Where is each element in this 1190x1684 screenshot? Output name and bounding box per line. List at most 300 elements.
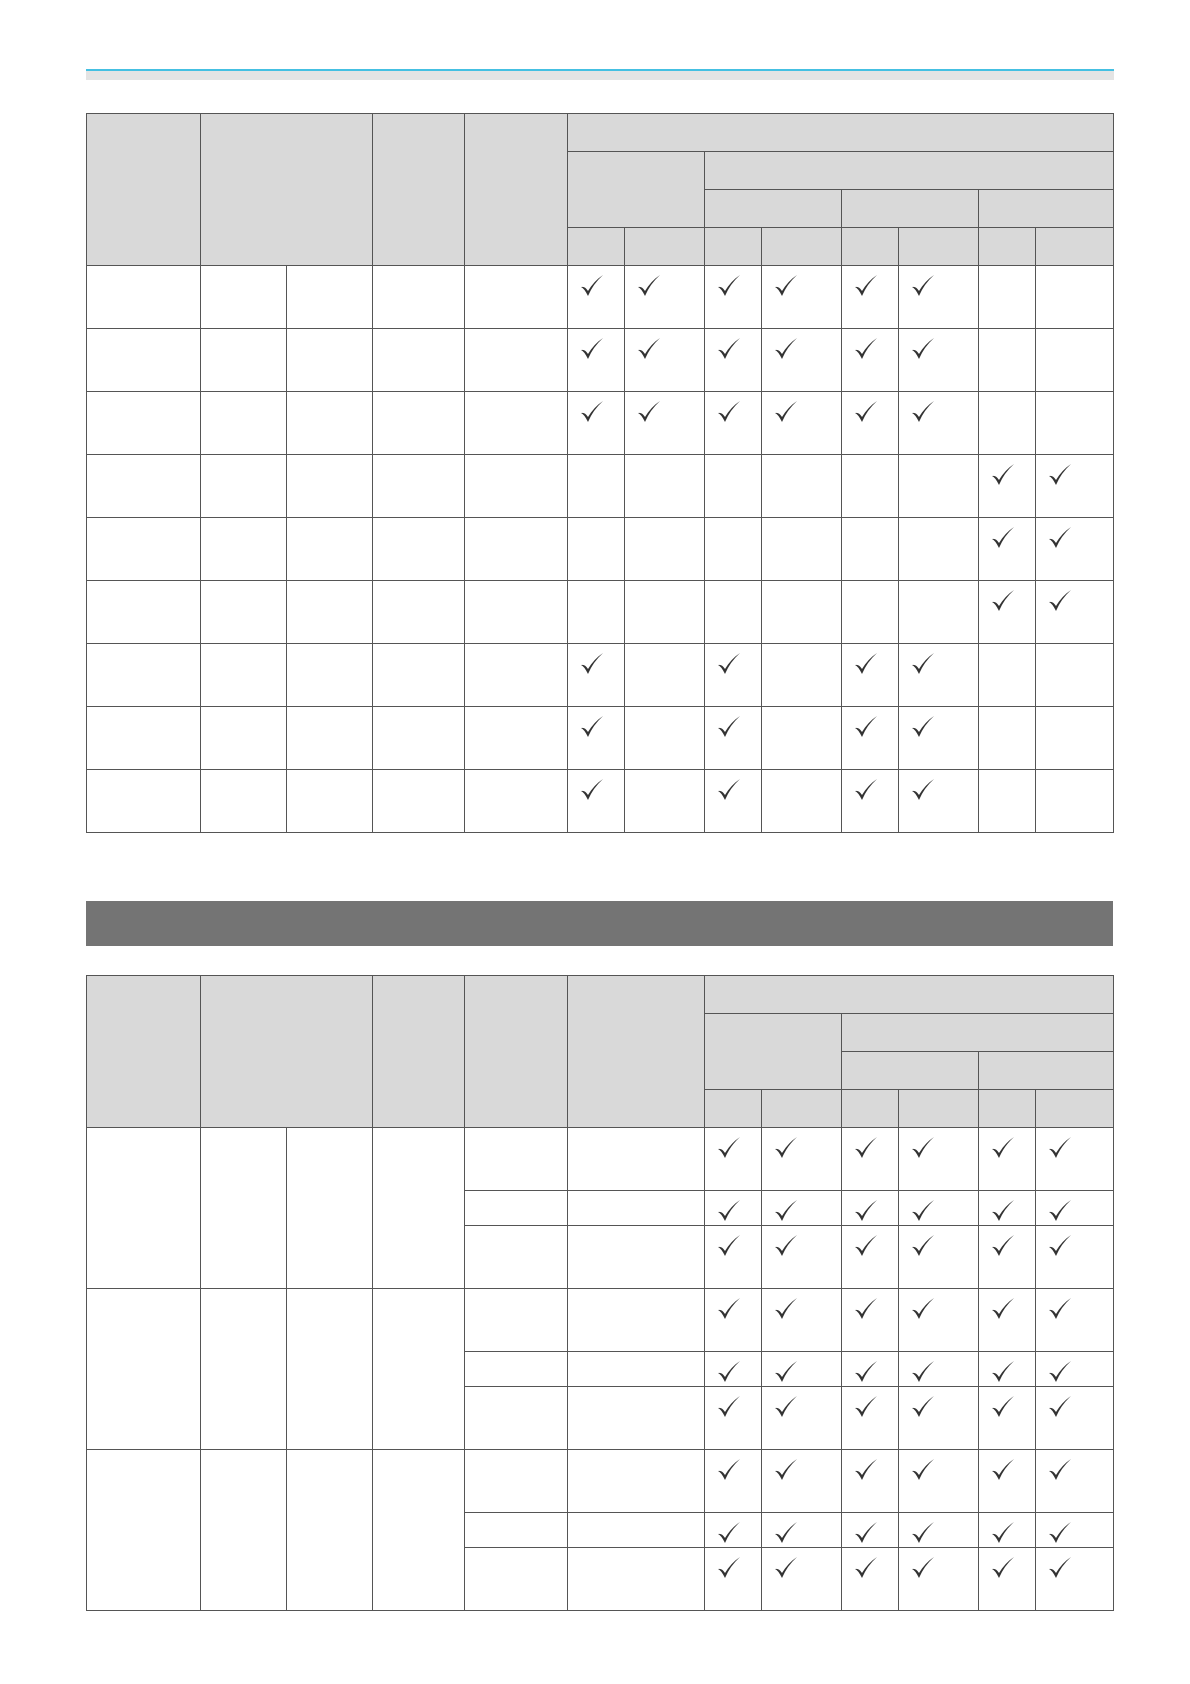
check-cell: [705, 1226, 762, 1289]
table-cell: [287, 707, 373, 770]
check-cell: [842, 266, 899, 329]
check-cell: [842, 392, 899, 455]
check-cell: [568, 329, 625, 392]
check-icon: [852, 1295, 880, 1323]
table-cell: [87, 518, 201, 581]
t1-header-leaf: [899, 228, 979, 266]
check-icon: [909, 335, 937, 363]
check-icon: [578, 398, 606, 426]
check-icon: [852, 398, 880, 426]
table-cell: [201, 392, 287, 455]
check-icon: [1046, 461, 1074, 489]
check-icon: [715, 1519, 743, 1547]
check-cell: [762, 1513, 842, 1548]
check-cell: [899, 518, 979, 581]
check-icon: [989, 1554, 1017, 1582]
check-cell: [842, 518, 899, 581]
table-cell: [201, 770, 287, 833]
check-icon: [715, 650, 743, 678]
check-icon: [852, 1519, 880, 1547]
table-cell: [201, 644, 287, 707]
check-cell: [705, 1289, 762, 1352]
table-cell: [465, 1226, 568, 1289]
group-cell: [87, 1289, 201, 1450]
group-cell: [287, 1289, 373, 1450]
check-cell: [568, 518, 625, 581]
check-cell: [899, 392, 979, 455]
check-cell: [1036, 518, 1114, 581]
check-cell: [1036, 1387, 1114, 1450]
check-icon: [989, 1197, 1017, 1225]
check-cell: [625, 392, 705, 455]
check-cell: [568, 392, 625, 455]
t2-header-subgroup-a: [705, 1014, 842, 1090]
check-icon: [1046, 1358, 1074, 1386]
check-cell: [899, 644, 979, 707]
check-icon: [635, 335, 663, 363]
t1-header-col1: [87, 114, 201, 266]
table-cell: [373, 644, 465, 707]
check-icon: [909, 1519, 937, 1547]
check-cell: [568, 455, 625, 518]
t2-body: [87, 1128, 1114, 1611]
t2-header-col2: [201, 976, 373, 1128]
section-heading-bar: [86, 901, 1113, 946]
check-cell: [705, 1128, 762, 1191]
check-icon: [909, 1358, 937, 1386]
check-cell: [899, 770, 979, 833]
check-icon: [1046, 1393, 1074, 1421]
check-icon: [989, 587, 1017, 615]
table-cell: [465, 644, 568, 707]
table-cell: [465, 392, 568, 455]
table-row: [87, 770, 1114, 833]
check-cell: [1036, 329, 1114, 392]
check-icon: [989, 1519, 1017, 1547]
table-cell: [201, 329, 287, 392]
table-cell: [465, 581, 568, 644]
check-cell: [899, 266, 979, 329]
check-icon: [909, 272, 937, 300]
check-icon: [635, 272, 663, 300]
check-icon: [989, 1358, 1017, 1386]
check-cell: [762, 518, 842, 581]
check-icon: [909, 1295, 937, 1323]
check-cell: [1036, 1352, 1114, 1387]
check-cell: [842, 770, 899, 833]
check-cell: [762, 1548, 842, 1611]
check-icon: [772, 1519, 800, 1547]
check-cell: [979, 707, 1036, 770]
check-icon: [772, 1554, 800, 1582]
check-cell: [625, 455, 705, 518]
table-cell: [568, 1289, 705, 1352]
t2-header-b2: [979, 1052, 1114, 1090]
check-icon: [909, 776, 937, 804]
table-cell: [373, 455, 465, 518]
check-cell: [842, 581, 899, 644]
table-cell: [465, 707, 568, 770]
table-cell: [201, 518, 287, 581]
check-icon: [715, 1554, 743, 1582]
check-cell: [842, 1128, 899, 1191]
group-cell: [287, 1450, 373, 1611]
check-cell: [1036, 1191, 1114, 1226]
table-cell: [87, 392, 201, 455]
check-icon: [909, 1393, 937, 1421]
check-cell: [762, 329, 842, 392]
check-icon: [852, 1393, 880, 1421]
t2-header-col5: [568, 976, 705, 1128]
check-cell: [568, 266, 625, 329]
check-icon: [578, 335, 606, 363]
check-cell: [705, 392, 762, 455]
table-cell: [87, 770, 201, 833]
t1-header-group: [568, 114, 1114, 152]
table-cell: [568, 1450, 705, 1513]
table-cell: [201, 455, 287, 518]
check-icon: [715, 776, 743, 804]
check-cell: [842, 1548, 899, 1611]
check-icon: [772, 1134, 800, 1162]
check-cell: [979, 1387, 1036, 1450]
table-cell: [465, 1289, 568, 1352]
table-cell: [465, 1513, 568, 1548]
table-cell: [287, 644, 373, 707]
table-cell: [373, 518, 465, 581]
check-icon: [989, 524, 1017, 552]
group-cell: [201, 1128, 287, 1289]
check-icon: [578, 776, 606, 804]
t1-header-subgroup-b: [705, 152, 1114, 190]
check-cell: [705, 1513, 762, 1548]
compatibility-table-2: [86, 975, 1114, 1611]
t1-header-col3: [373, 114, 465, 266]
check-icon: [715, 1358, 743, 1386]
t1-header-col4: [465, 114, 568, 266]
table-cell: [568, 1226, 705, 1289]
table-cell: [201, 581, 287, 644]
table-cell: [287, 518, 373, 581]
check-cell: [979, 644, 1036, 707]
check-cell: [625, 329, 705, 392]
check-icon: [772, 272, 800, 300]
check-cell: [979, 1450, 1036, 1513]
check-icon: [715, 1393, 743, 1421]
check-icon: [635, 398, 663, 426]
check-icon: [989, 1232, 1017, 1260]
table-cell: [568, 1513, 705, 1548]
check-cell: [762, 581, 842, 644]
check-icon: [772, 398, 800, 426]
table-cell: [87, 329, 201, 392]
check-cell: [899, 1191, 979, 1226]
check-cell: [1036, 1548, 1114, 1611]
check-icon: [852, 1554, 880, 1582]
check-cell: [568, 770, 625, 833]
check-cell: [842, 707, 899, 770]
table-cell: [373, 266, 465, 329]
check-icon: [909, 650, 937, 678]
group-cell: [373, 1128, 465, 1289]
check-icon: [852, 272, 880, 300]
table-cell: [465, 455, 568, 518]
table-cell: [465, 1191, 568, 1226]
check-icon: [989, 461, 1017, 489]
check-cell: [979, 1513, 1036, 1548]
check-cell: [842, 1513, 899, 1548]
check-icon: [578, 272, 606, 300]
t1-header-leaf: [842, 228, 899, 266]
check-icon: [909, 398, 937, 426]
t2-header-col3: [373, 976, 465, 1128]
check-icon: [772, 1295, 800, 1323]
t1-header-leaf: [762, 228, 842, 266]
table-cell: [287, 329, 373, 392]
check-cell: [568, 644, 625, 707]
check-icon: [852, 1134, 880, 1162]
table-row: [87, 329, 1114, 392]
t2-header-group: [705, 976, 1114, 1014]
table-cell: [465, 329, 568, 392]
t1-header-col2: [201, 114, 373, 266]
check-icon: [715, 1197, 743, 1225]
check-icon: [1046, 1232, 1074, 1260]
check-icon: [578, 713, 606, 741]
check-cell: [979, 1128, 1036, 1191]
check-cell: [979, 392, 1036, 455]
check-cell: [979, 1548, 1036, 1611]
t2-header-leaf: [762, 1090, 842, 1128]
t1-header-leaf: [625, 228, 705, 266]
check-cell: [842, 1450, 899, 1513]
t2-header-col4: [465, 976, 568, 1128]
check-cell: [979, 455, 1036, 518]
check-cell: [705, 1191, 762, 1226]
t1-header-leaf: [705, 228, 762, 266]
table-cell: [373, 770, 465, 833]
check-icon: [852, 1358, 880, 1386]
check-cell: [979, 581, 1036, 644]
group-cell: [287, 1128, 373, 1289]
check-cell: [705, 266, 762, 329]
compatibility-table-1: [86, 113, 1114, 833]
check-cell: [1036, 581, 1114, 644]
check-cell: [842, 329, 899, 392]
table-row: [87, 581, 1114, 644]
check-cell: [899, 455, 979, 518]
table-cell: [465, 1548, 568, 1611]
table-cell: [287, 266, 373, 329]
table-row: [87, 518, 1114, 581]
check-cell: [1036, 644, 1114, 707]
check-cell: [1036, 1226, 1114, 1289]
check-cell: [705, 1450, 762, 1513]
check-cell: [705, 770, 762, 833]
check-cell: [762, 770, 842, 833]
group-cell: [373, 1289, 465, 1450]
t2-header-col1: [87, 976, 201, 1128]
check-cell: [762, 455, 842, 518]
check-icon: [909, 1134, 937, 1162]
check-icon: [772, 335, 800, 363]
table-cell: [87, 266, 201, 329]
t2-header-leaf: [842, 1090, 899, 1128]
check-icon: [772, 1358, 800, 1386]
table-cell: [465, 1128, 568, 1191]
check-cell: [899, 1289, 979, 1352]
check-cell: [762, 266, 842, 329]
check-icon: [1046, 1134, 1074, 1162]
check-icon: [852, 650, 880, 678]
check-cell: [899, 329, 979, 392]
check-cell: [762, 1191, 842, 1226]
table-cell: [201, 707, 287, 770]
check-cell: [625, 770, 705, 833]
check-cell: [762, 392, 842, 455]
check-icon: [715, 1456, 743, 1484]
check-cell: [705, 1548, 762, 1611]
check-cell: [568, 707, 625, 770]
table-cell: [568, 1191, 705, 1226]
check-icon: [772, 1232, 800, 1260]
table-cell: [465, 1387, 568, 1450]
check-icon: [715, 713, 743, 741]
table-cell: [87, 455, 201, 518]
check-cell: [1036, 1289, 1114, 1352]
check-icon: [715, 1134, 743, 1162]
check-icon: [989, 1295, 1017, 1323]
check-cell: [842, 1352, 899, 1387]
table-cell: [568, 1548, 705, 1611]
table-cell: [465, 518, 568, 581]
check-cell: [979, 1226, 1036, 1289]
check-cell: [625, 266, 705, 329]
t2-header-leaf: [979, 1090, 1036, 1128]
t1-header-b2: [842, 190, 979, 228]
check-icon: [1046, 1519, 1074, 1547]
check-cell: [762, 707, 842, 770]
group-cell: [373, 1450, 465, 1611]
check-cell: [705, 455, 762, 518]
check-icon: [852, 1456, 880, 1484]
check-cell: [899, 1513, 979, 1548]
t2-header-leaf: [1036, 1090, 1114, 1128]
table-row: [87, 1289, 1114, 1352]
check-cell: [979, 770, 1036, 833]
table-cell: [87, 707, 201, 770]
check-cell: [762, 1352, 842, 1387]
check-icon: [852, 713, 880, 741]
group-cell: [201, 1289, 287, 1450]
check-cell: [625, 581, 705, 644]
check-cell: [899, 1226, 979, 1289]
t2-header-subgroup-b: [842, 1014, 1114, 1052]
check-icon: [852, 335, 880, 363]
t1-header-subgroup-a: [568, 152, 705, 228]
check-icon: [1046, 1554, 1074, 1582]
check-icon: [715, 335, 743, 363]
check-cell: [705, 707, 762, 770]
check-cell: [762, 1387, 842, 1450]
header-band: [86, 71, 1114, 80]
table-row: [87, 1128, 1114, 1191]
check-cell: [625, 518, 705, 581]
check-cell: [899, 1450, 979, 1513]
check-cell: [979, 329, 1036, 392]
check-icon: [1046, 587, 1074, 615]
table-cell: [87, 581, 201, 644]
check-cell: [1036, 770, 1114, 833]
table-cell: [287, 455, 373, 518]
check-cell: [1036, 1513, 1114, 1548]
t1-body: [87, 266, 1114, 833]
check-icon: [852, 776, 880, 804]
check-cell: [762, 644, 842, 707]
check-icon: [772, 1197, 800, 1225]
table-row: [87, 707, 1114, 770]
check-icon: [852, 1232, 880, 1260]
check-icon: [772, 1456, 800, 1484]
check-cell: [625, 707, 705, 770]
check-cell: [762, 1450, 842, 1513]
check-icon: [715, 1232, 743, 1260]
check-cell: [899, 581, 979, 644]
check-icon: [1046, 1197, 1074, 1225]
t2-header-b1: [842, 1052, 979, 1090]
t2-header-leaf: [705, 1090, 762, 1128]
check-cell: [842, 1387, 899, 1450]
check-icon: [989, 1134, 1017, 1162]
check-cell: [568, 581, 625, 644]
check-cell: [705, 581, 762, 644]
check-cell: [979, 1352, 1036, 1387]
check-icon: [909, 1232, 937, 1260]
table-row: [87, 455, 1114, 518]
check-cell: [1036, 392, 1114, 455]
table-cell: [568, 1387, 705, 1450]
check-cell: [1036, 455, 1114, 518]
check-icon: [989, 1393, 1017, 1421]
check-icon: [715, 1295, 743, 1323]
table-cell: [373, 707, 465, 770]
check-cell: [899, 1387, 979, 1450]
check-icon: [578, 650, 606, 678]
t1-header-leaf: [979, 228, 1036, 266]
check-icon: [1046, 524, 1074, 552]
table-cell: [465, 1352, 568, 1387]
table-cell: [287, 581, 373, 644]
t2-header-leaf: [899, 1090, 979, 1128]
check-icon: [715, 398, 743, 426]
check-cell: [705, 1352, 762, 1387]
check-icon: [1046, 1295, 1074, 1323]
group-cell: [201, 1450, 287, 1611]
check-icon: [1046, 1456, 1074, 1484]
check-cell: [705, 644, 762, 707]
check-cell: [842, 455, 899, 518]
table-row: [87, 644, 1114, 707]
t1-header-leaf: [568, 228, 625, 266]
check-cell: [705, 1387, 762, 1450]
check-cell: [842, 1191, 899, 1226]
check-cell: [979, 518, 1036, 581]
table-cell: [373, 581, 465, 644]
check-icon: [715, 272, 743, 300]
check-cell: [899, 707, 979, 770]
group-cell: [87, 1128, 201, 1289]
table-cell: [287, 392, 373, 455]
